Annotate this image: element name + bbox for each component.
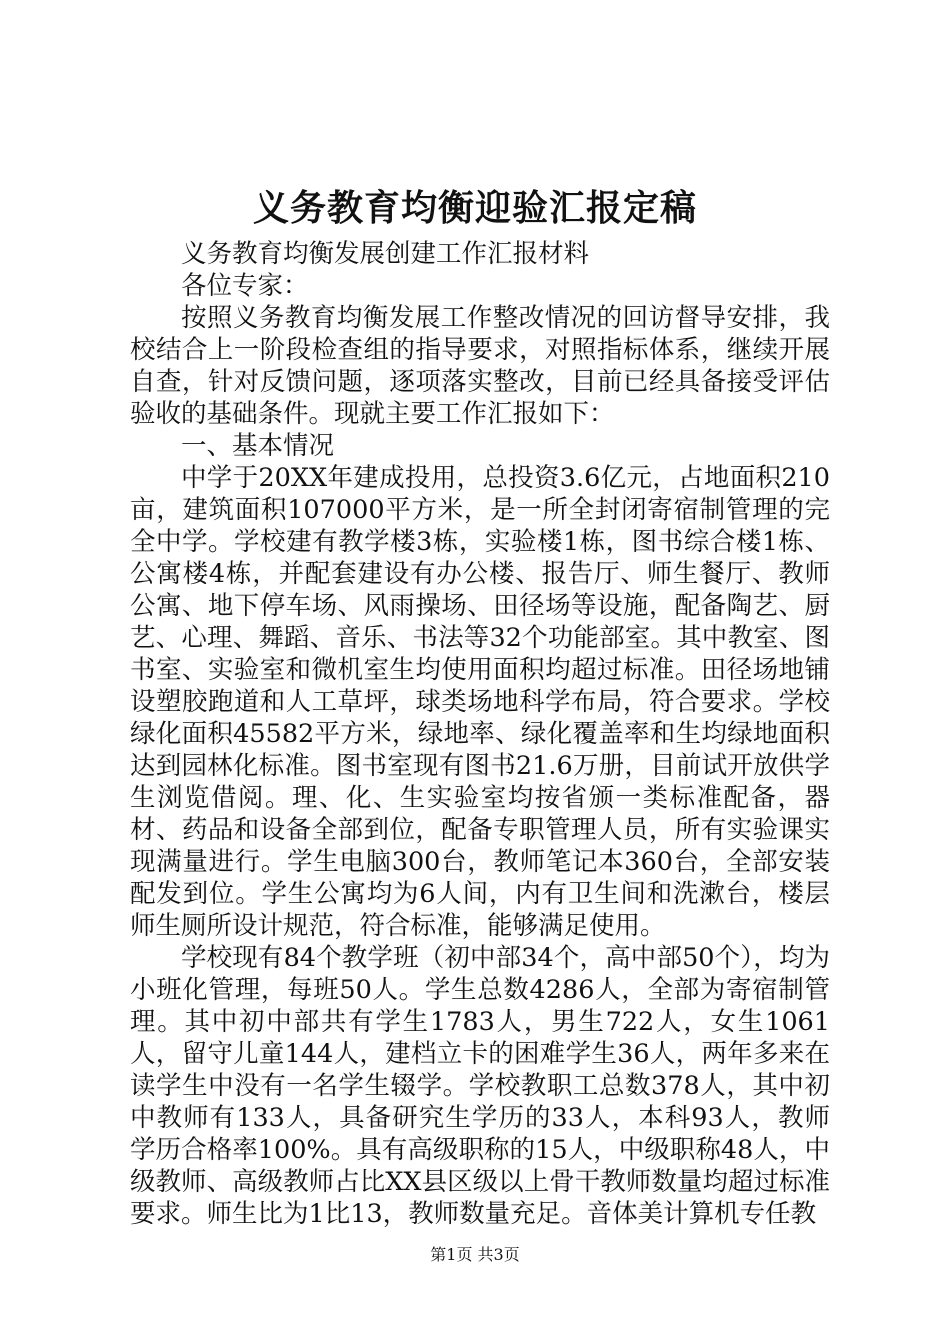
paragraph-subtitle: 义务教育均衡发展创建工作汇报材料 [181, 239, 590, 269]
paragraph-intro: 按照义务教育均衡发展工作整改情况的回访督导安排，我校结合上一阶段检查组的指导要求，对照指标体系，继续开展自查，针对反馈问题，逐项落实整改，目前已经具备接受评估验收的基础条件。现就主要工作汇报如下： [130, 303, 830, 429]
paragraph-facilities: 中学于20XX年建成投用，总投资3.6亿元，占地面积210亩，建筑面积107000平方米，是一所全封闭寄宿制管理的完全中学。学校建有教学楼3栋，实验楼1栋，图书综合楼1栋、公寓楼4栋，并配套建设有办公楼、报告厅、师生餐厅、教师公寓、地下停车场、风雨操场、田径场等设施，配备陶艺、厨艺、心理、舞蹈、音乐、书法等32个功能部室。其中教室、图书室、实验室和微机室生均使用面积均超过标准。田径场地铺设塑胶跑道和人工草坪，球类场地科学布局，符合要求。学校绿化面积45582平方米，绿地率、绿化覆盖率和生均绿地面积达到园林化标准。图书室现有图书21.6万册，目前试开放供学生浏览借阅。理、化、生实验室均按省颁一类标准配备，器材、药品和设备全部到位，配备专职管理人员，所有实验课实现满量进行。学生电脑300台，教师笔记本360台，全部安装配发到位。学生公寓均为6人间，内有卫生间和洗漱台，楼层师生厕所设计规范，符合标准，能够满足使用。 [130, 463, 830, 941]
document-title: 义务教育均衡迎验汇报定稿 [252, 187, 697, 229]
section-heading: 一、基本情况 [181, 431, 335, 461]
paragraph-salutation: 各位专家： [181, 271, 309, 301]
page-footer: 第1页 共3页 [430, 1245, 520, 1264]
document-body [130, 238, 830, 1230]
paragraph-students-staff: 学校现有84个教学班（初中部34个，高中部50个），均为小班化管理，每班50人。学生总数4286人，全部为寄宿制管理。其中初中部共有学生1783人，男生722人，女生1061人，留守儿童144人，建档立卡的困难学生36人，两年多来在读学生中没有一名学生辍学。学校教职工总数378人，其中初中教师有133人，具备研究生学历的33人，本科93人，教师学历合格率100%。具有高级职称的15人，中级职称48人，中级教师、高级教师占比XX县区级以上骨干教师数量均超过标准要求。师生比为1比13，教师数量充足。音体美计算机专任教 [130, 943, 830, 1229]
